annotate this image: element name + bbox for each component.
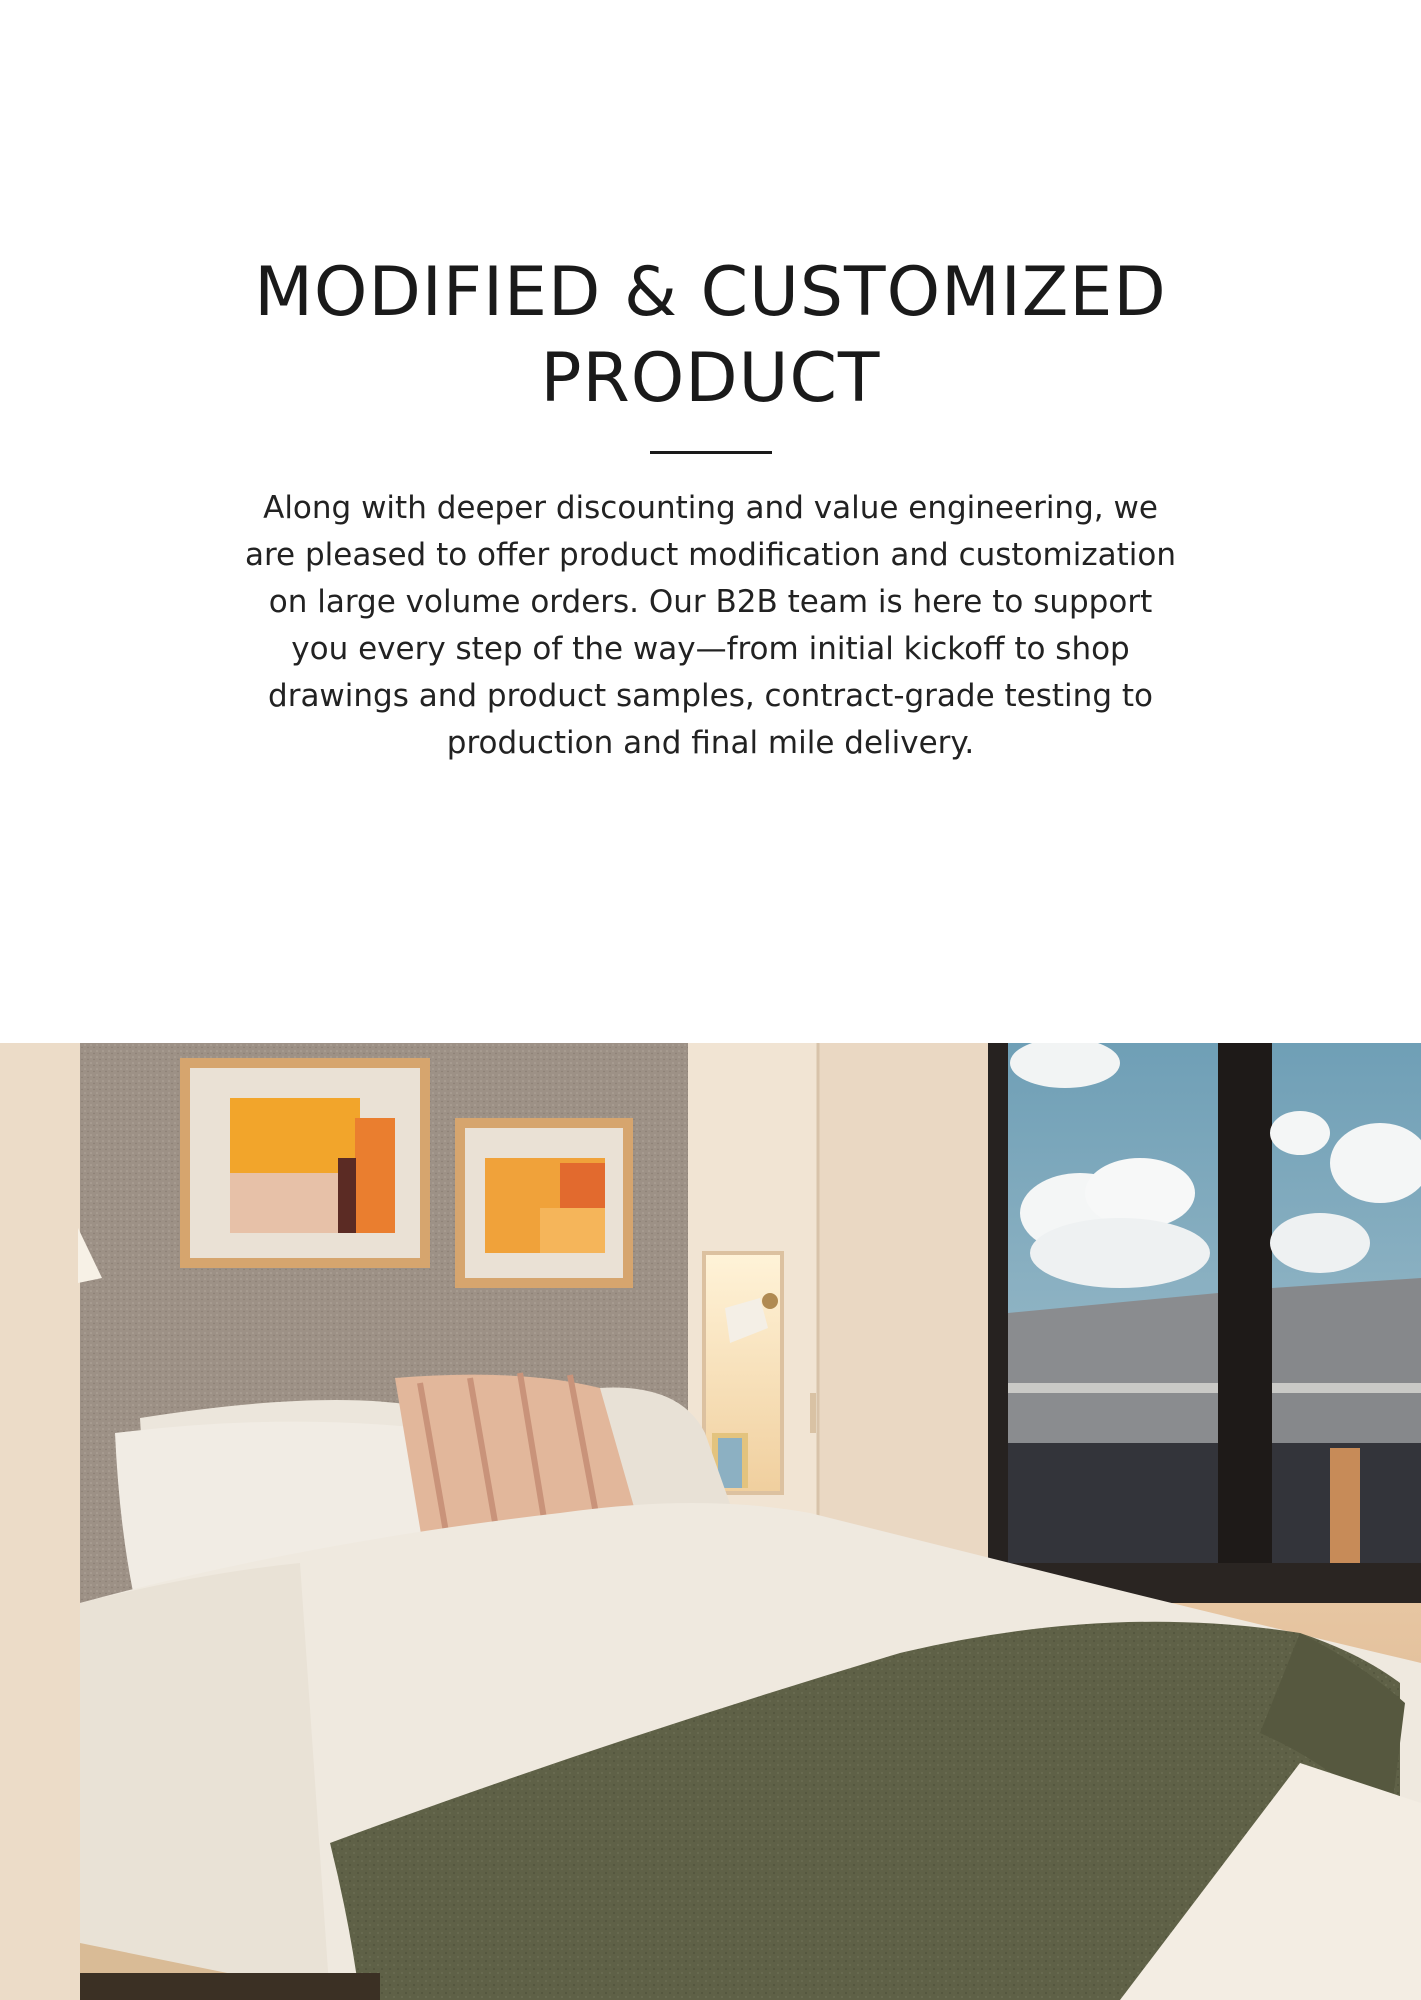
- art-frame-left: [180, 1058, 430, 1268]
- art-frame-right: [455, 1118, 633, 1288]
- title-divider: [650, 451, 772, 454]
- bedroom-photo: [0, 1043, 1421, 2000]
- left-wall: [0, 1043, 82, 2000]
- intro-paragraph: Along with deeper discounting and value engineering, we are pleased to offer product modification and customization on large volume orders. Our B2B team is here to support you every step of the way—from initial kickoff to shop drawings and product samples, contract-grade testing to production and final mile delivery.: [244, 490, 1176, 761]
- page-title: MODIFIED & CUSTOMIZED PRODUCT: [254, 253, 1167, 418]
